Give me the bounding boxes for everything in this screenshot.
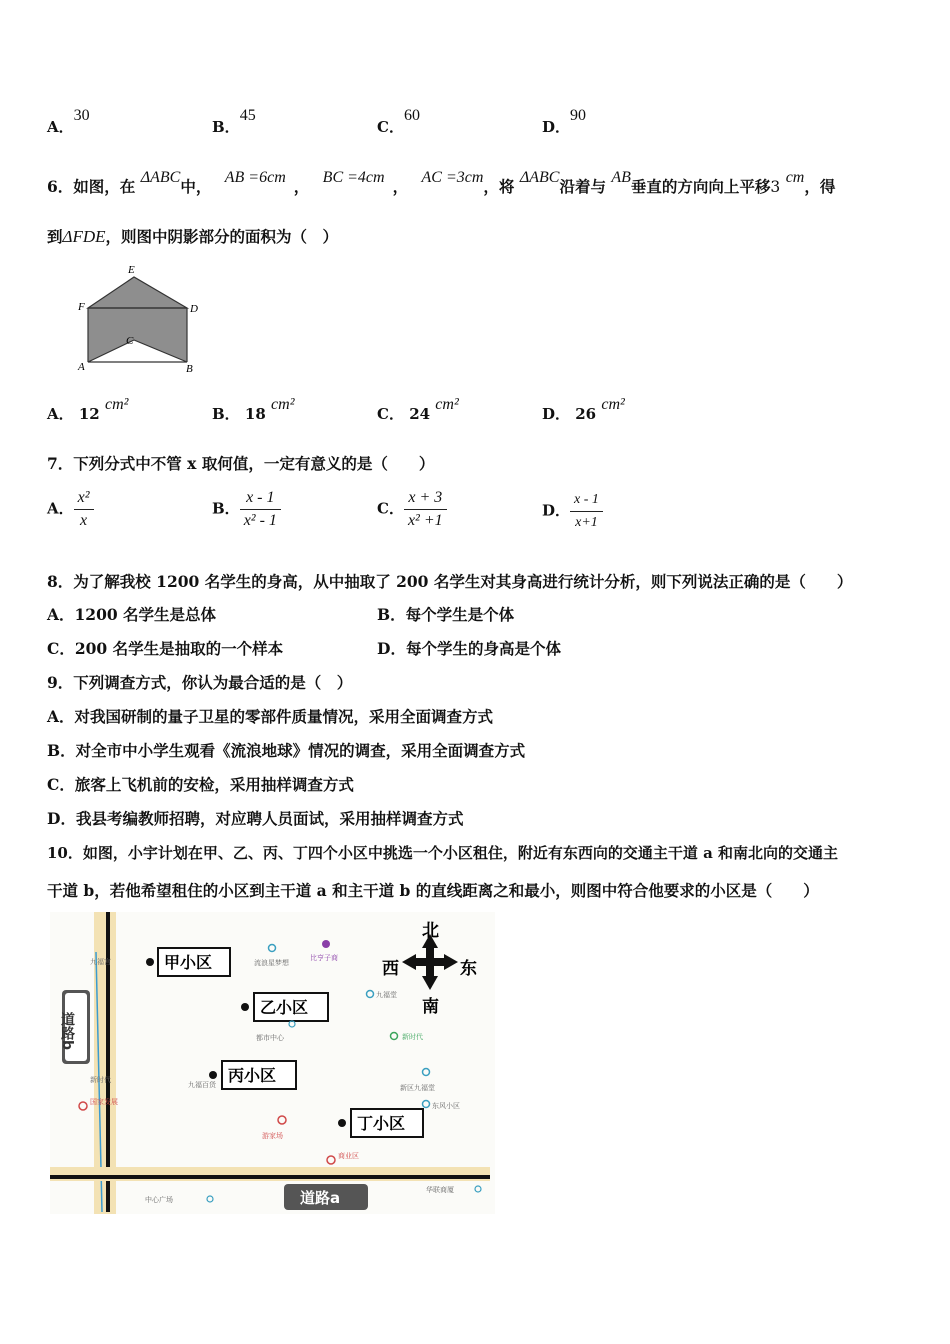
- label-A: A: [78, 361, 85, 373]
- q7-option-b: B． $\frac{x - 1}{\text{x² - 1}}$: [212, 487, 281, 532]
- compass-north: 北: [422, 921, 439, 941]
- compass-west: 西: [382, 959, 399, 979]
- q6-option-d: D． 26 cm²: [542, 396, 625, 423]
- bing-label: 丙小区: [228, 1066, 277, 1085]
- label-B: B: [186, 363, 193, 374]
- svg-text:都市中心: 都市中心: [256, 1034, 284, 1042]
- ding-label: 丁小区: [357, 1114, 406, 1133]
- q7-option-c: C． $\frac{x + 3}{\text{x² +1}}$: [377, 487, 447, 532]
- q5-option-b: B．45: [212, 107, 256, 136]
- road-b-label: 道路b: [59, 1012, 75, 1051]
- svg-text:东风小区: 东风小区: [432, 1102, 460, 1110]
- q9-option-b: B．对全市中小学生观看《流浪地球》情况的调查，采用全面调查方式: [47, 741, 526, 760]
- svg-text:新时代: 新时代: [90, 1076, 111, 1084]
- svg-text:国家发展: 国家发展: [90, 1098, 118, 1106]
- label-E: E: [128, 264, 135, 276]
- label-C: C: [126, 335, 134, 347]
- q9-option-c: C．旅客上飞机前的安检，采用抽样调查方式: [47, 775, 354, 794]
- q5-option-a: A．30: [47, 107, 90, 136]
- jia-label: 甲小区: [164, 953, 213, 972]
- q8-option-b: B．每个学生是个体: [377, 605, 515, 624]
- svg-text:九福宫: 九福宫: [90, 958, 111, 966]
- svg-text:比亨子商: 比亨子商: [310, 954, 338, 962]
- svg-text:游家场: 游家场: [262, 1132, 283, 1140]
- svg-text:中心广场: 中心广场: [145, 1196, 173, 1204]
- q7-option-a: A． $\frac{\text{x²}}{x}$: [47, 487, 94, 532]
- q10-stem-line1: 10．如图，小宇计划在甲、乙、丙、丁四个小区中挑选一个小区租住，附近有东西向的交通主干道 a 和南北向的交通主: [47, 844, 839, 862]
- q6-figure: [74, 262, 204, 374]
- svg-text:新时代: 新时代: [402, 1033, 423, 1041]
- q6-option-b: B． 18 cm²: [212, 396, 295, 423]
- shaded-triangle-top: [88, 277, 187, 308]
- q8-option-a: A．1200 名学生是总体: [47, 605, 217, 624]
- q7-option-d: D． $\frac{x - 1}{x+1}$: [542, 489, 603, 534]
- yi-label: 乙小区: [260, 998, 309, 1017]
- q8-option-c: C．200 名学生是抽取的一个样本: [47, 639, 284, 658]
- q8-stem: 8．为了解我校 1200 名学生的身高，从中抽取了 200 名学生对其身高进行统计分析，则下列说法正确的是（ ）: [47, 572, 853, 591]
- q6-stem-line2: 到ΔFDE，则图中阴影部分的面积为（ ）: [47, 227, 339, 246]
- poi-icon: [322, 940, 330, 948]
- q6-option-c: C． 24 cm²: [377, 396, 459, 423]
- q7-stem: 7．下列分式中不管 x 取何值，一定有意义的是（ ）: [47, 454, 435, 473]
- fraction: $\frac{x + 3}{\text{x² +1}}$: [404, 487, 447, 532]
- q9-option-a: A．对我国研制的量子卫星的零部件质量情况，采用全面调查方式: [47, 707, 494, 726]
- svg-text:九福百货: 九福百货: [188, 1081, 216, 1089]
- svg-text:华联商厦: 华联商厦: [426, 1186, 454, 1194]
- fraction: $\frac{x - 1}{\text{x² - 1}}$: [240, 487, 281, 532]
- svg-text:商业区: 商业区: [338, 1152, 359, 1160]
- q9-stem: 9．下列调查方式，你认为最合适的是（ ）: [47, 673, 353, 692]
- fraction: $\frac{\text{x²}}{x}$: [74, 487, 94, 532]
- svg-text:流浪星梦想: 流浪星梦想: [254, 959, 289, 967]
- label-F: F: [78, 301, 85, 313]
- fraction: $\frac{x - 1}{x+1}$: [570, 489, 603, 534]
- svg-text:九福堂: 九福堂: [376, 991, 397, 999]
- q10-map: [50, 912, 495, 1214]
- q9-option-d: D．我县考编教师招聘，对应聘人员面试，采用抽样调查方式: [47, 809, 464, 828]
- label-D: D: [190, 303, 198, 315]
- svg-text:新区九福堂: 新区九福堂: [400, 1084, 435, 1092]
- q5-option-d: D．90: [542, 107, 587, 136]
- q5-option-c: C．60: [377, 107, 420, 136]
- compass-south: 南: [422, 997, 439, 1017]
- road-a-label: 道路a: [300, 1189, 341, 1207]
- q8-option-d: D．每个学生的身高是个体: [377, 639, 561, 658]
- q6-option-a: A． 12 cm²: [47, 396, 129, 423]
- q10-stem-line2: 干道 b，若他希望租住的小区到主干道 a 和主干道 b 的直线距离之和最小，则图中符合他要求的小区是（ ）: [47, 881, 819, 900]
- compass-east: 东: [460, 959, 477, 979]
- q6-stem-line1: 6．如图，在 ΔABC中， AB =6cm ， BC =4cm ， AC =3cm，将 ΔABC沿着与 AB垂直的方向向上平移3 cm，得: [47, 169, 836, 196]
